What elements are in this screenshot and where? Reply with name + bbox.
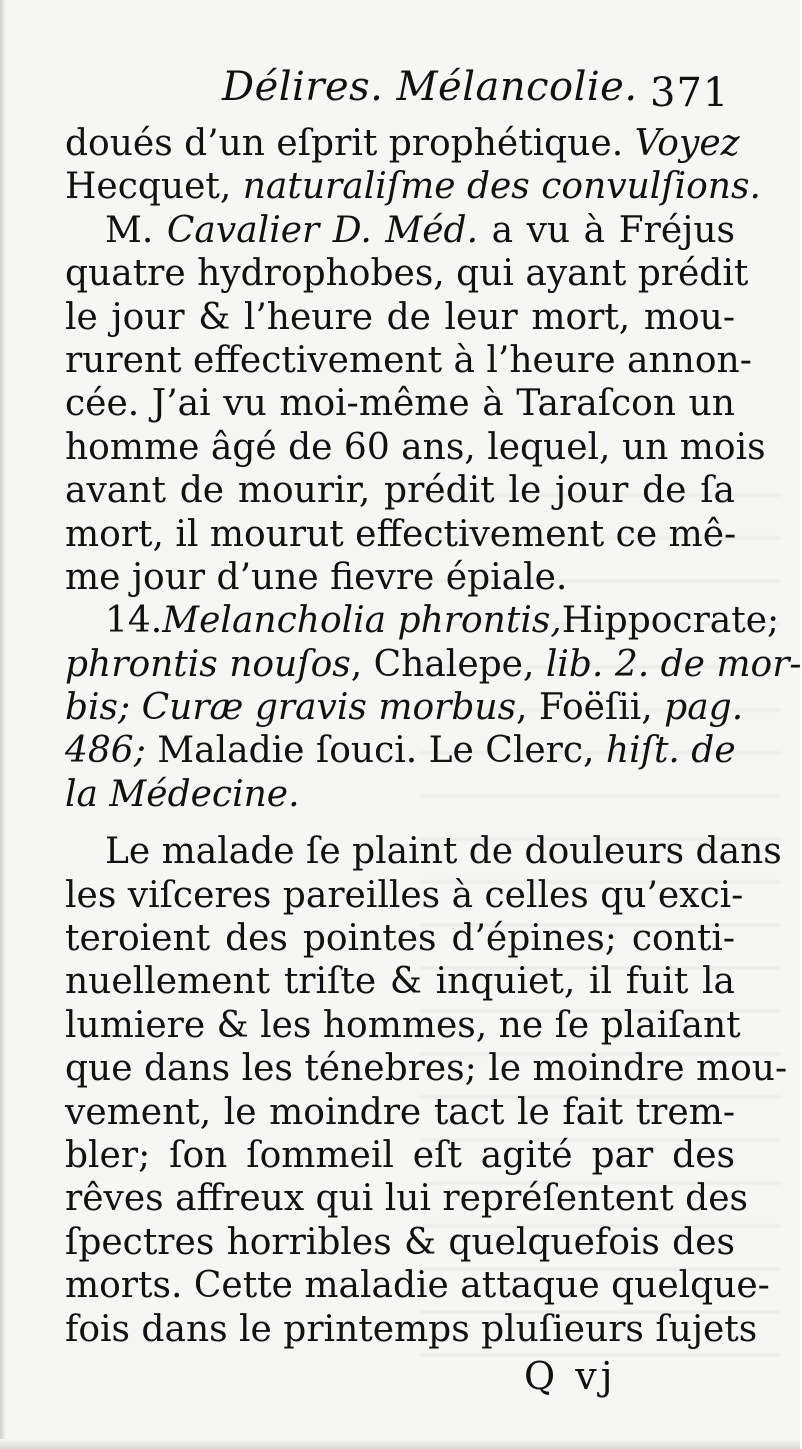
text-line <box>65 1177 748 1220</box>
text-line <box>65 1004 741 1047</box>
italic-text-segment: hiſt. de <box>605 730 736 772</box>
text-line <box>65 252 749 295</box>
text-line <box>65 556 735 599</box>
italic-text-segment: bis; Curæ gravis morbus <box>65 687 517 729</box>
text-segment: avant de mourir, prédit le jour de ſa <box>65 470 735 512</box>
text-line <box>65 339 752 382</box>
text-line <box>65 296 735 339</box>
text-line <box>65 382 735 425</box>
italic-text-segment: naturaliſme des convulſions. <box>242 166 761 208</box>
text-line <box>65 830 782 873</box>
text-line <box>65 165 761 208</box>
text-segment: , Foëſii, <box>516 687 665 729</box>
text-segment: vement, le moindre tact le fait trem- <box>65 1091 735 1133</box>
italic-text-segment: pag. <box>664 687 744 729</box>
text-segment: bler; ſon ſommeil eſt agité par des <box>65 1134 735 1176</box>
text-segment: quatre hydrophobes, qui ayant prédit <box>65 253 749 295</box>
text-segment: les viſceres pareilles à celles qu’exci- <box>65 874 744 916</box>
text-segment: 14. <box>105 600 163 642</box>
text-segment: rêves affreux qui lui repréſentent des <box>65 1178 748 1220</box>
page-edge-left <box>0 0 6 1449</box>
text-segment: le jour & l’heure de leur mort, mou- <box>65 296 735 338</box>
text-segment: nuellement triſte & inquiet, il fuit la <box>65 961 735 1003</box>
italic-text-segment: la Médecine. <box>65 773 300 815</box>
text-segment: ſpectres horribles & quelquefois des <box>65 1221 735 1263</box>
text-line <box>65 773 735 816</box>
text-segment: cée. J’ai vu moi-même à Taraſcon un <box>65 383 735 425</box>
text-segment: doués d’un eſprit prophétique. <box>65 123 635 164</box>
text-segment: fois dans le printemps pluſieurs ſujets <box>65 1308 758 1350</box>
text-line <box>65 960 735 1003</box>
text-line <box>65 209 735 252</box>
italic-text-segment: Voyez <box>634 123 740 164</box>
text-segment: teroient des pointes d’épines; conti- <box>65 918 735 960</box>
body-text <box>65 122 802 1351</box>
text-segment: mort, il mourut effectivement ce mê- <box>65 513 737 555</box>
page-number: 371 <box>650 70 730 116</box>
text-line <box>65 1308 758 1351</box>
text-line <box>65 874 744 917</box>
text-line <box>65 1091 735 1134</box>
page-header <box>0 62 800 122</box>
text-segment: me jour d’une fievre épiale. <box>65 556 568 598</box>
text-line <box>65 1047 788 1090</box>
text-line <box>65 729 735 772</box>
text-segment: morts. Cette maladie attaque quelque- <box>65 1265 770 1307</box>
text-line <box>65 643 802 686</box>
italic-text-segment: Melancholia phrontis, <box>162 600 562 642</box>
text-line <box>65 599 780 642</box>
text-segment: Hippocrate; <box>561 600 780 642</box>
text-segment: rurent effectivement à l’heure annon- <box>65 339 752 381</box>
text-segment: homme âgé de 60 ans, lequel, un mois <box>65 426 766 468</box>
text-segment: M. <box>105 209 167 251</box>
signature-mark: Q vj <box>524 1354 617 1398</box>
text-segment: a vu à Fréjus <box>478 209 735 251</box>
text-line <box>65 426 766 469</box>
text-line <box>65 1264 770 1307</box>
text-segment: Hecquet, <box>65 166 243 208</box>
text-line <box>65 469 735 512</box>
italic-text-segment: lib. 2. de mor- <box>545 643 802 685</box>
italic-text-segment: Cavalier D. Méd. <box>166 209 479 251</box>
text-segment: lumiere & les hommes, ne ſe plaiſant <box>65 1004 741 1046</box>
text-line <box>65 513 735 556</box>
text-line <box>65 686 744 729</box>
text-segment: , Chalepe, <box>350 643 546 685</box>
text-segment: Le malade ſe plaint de douleurs dans <box>105 831 782 873</box>
text-line <box>65 1221 735 1264</box>
italic-text-segment: 486; <box>65 730 146 772</box>
page-edge-bottom <box>0 1439 800 1449</box>
italic-text-segment: phrontis nouſos <box>65 643 351 685</box>
text-segment: que dans les ténebres; le moindre mou- <box>65 1048 788 1090</box>
text-segment: Maladie ſouci. Le Clerc, <box>145 730 606 772</box>
text-line <box>65 1134 735 1177</box>
text-line <box>65 122 740 165</box>
text-line <box>65 917 735 960</box>
running-title: Délires. Mélancolie. <box>222 64 638 110</box>
